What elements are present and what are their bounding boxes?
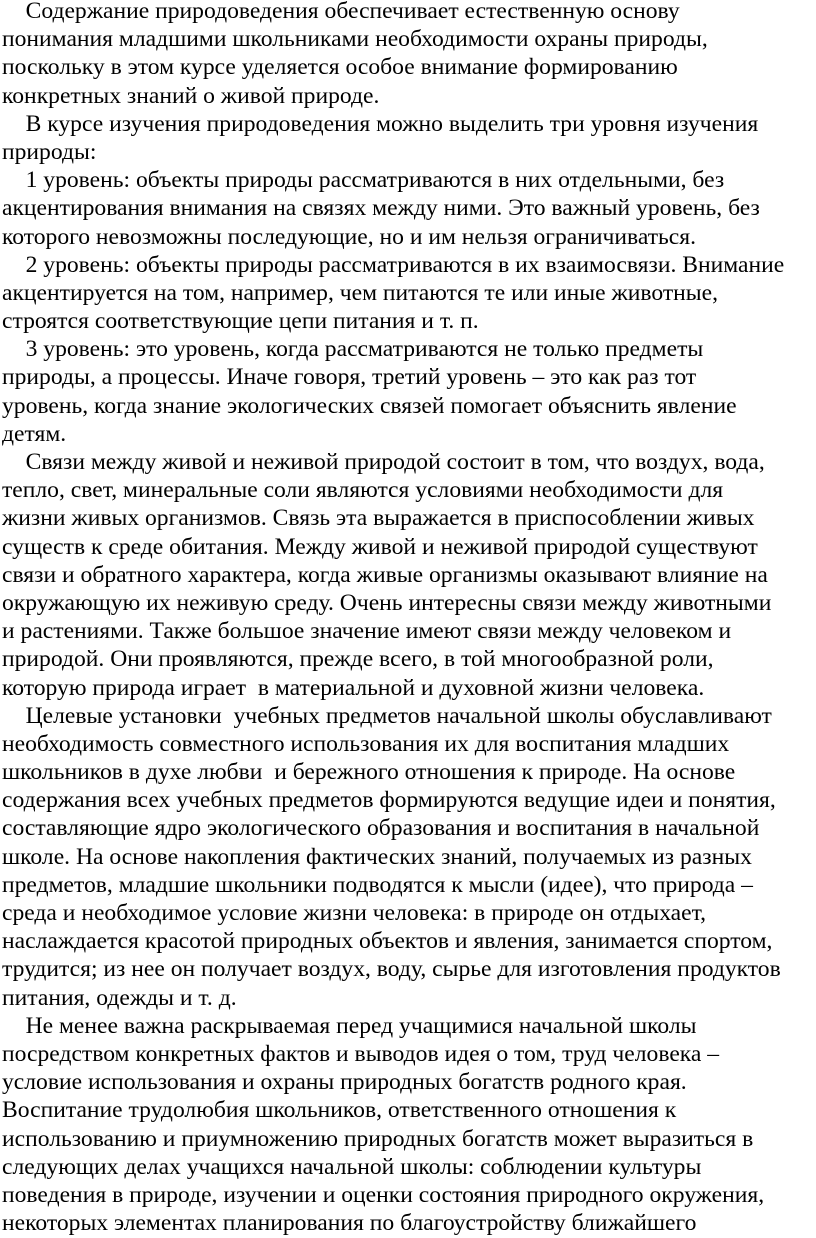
text-line: 2 уровень: объекты природы рассматриваются в их взаимосвязи. Внимание xyxy=(2,251,785,278)
paragraph xyxy=(2,335,808,448)
text-line: посредством конкретных фактов и выводов идея о том, труд человека – xyxy=(2,1040,720,1067)
text-line: Воспитание трудолюбия школьников, ответственного отношения к xyxy=(2,1097,677,1124)
text-line: предметов, младшие школьники подводятся к мысли (идее), что природа – xyxy=(2,871,753,898)
text-line: тепло, свет, минеральные соли являются условиями необходимости для xyxy=(2,477,724,504)
text-line: поскольку в этом курсе уделяется особое внимание формированию xyxy=(2,54,678,81)
text-line: наслаждается красотой природных объектов и явления, занимается спортом, xyxy=(2,928,773,955)
text-line: школьников в духе любви и бережного отношения к природе. На основе xyxy=(2,759,736,786)
paragraph xyxy=(2,448,808,702)
text-line: Связи между живой и неживой природой состоит в том, что воздух, вода, xyxy=(2,449,765,475)
text-line: содержания всех учебных предметов формируются ведущие идеи и понятия, xyxy=(2,787,776,814)
text-line: природой. Они проявляются, прежде всего, в той многообразной роли, xyxy=(2,646,714,673)
text-line: жизни живых организмов. Связь эта выражается в приспособлении живых xyxy=(2,505,755,532)
text-line: детям. xyxy=(2,420,67,447)
text-line: Целевые установки учебных предметов начальной школы обуславливают xyxy=(2,702,772,729)
text-line: природы: xyxy=(2,138,97,165)
text-line: природы, а процессы. Иначе говоря, третий уровень – это как раз тот xyxy=(2,364,697,391)
text-line: следующих делах учащихся начальной школы: соблюдении культуры xyxy=(2,1153,702,1180)
text-line: связи и обратного характера, когда живые организмы оказывают влияние на xyxy=(2,561,768,588)
text-line: понимания младшими школьниками необходимости охраны природы, xyxy=(2,26,708,53)
text-line: существ к среде обитания. Между живой и неживой природой существуют xyxy=(2,533,758,560)
text-line: питания, одежды и т. д. xyxy=(2,984,237,1011)
text-line: окружающую их неживую среду. Очень интересны связи между животными xyxy=(2,589,772,616)
text-line: акцентирования внимания на связях между ними. Это важный уровень, без xyxy=(2,195,760,222)
text-line: конкретных знаний о живой природе. xyxy=(2,82,380,109)
text-line: составляющие ядро экологического образования и воспитания в начальной xyxy=(2,815,760,842)
text-line: трудится; из нее он получает воздух, воду, сырье для изготовления продуктов xyxy=(2,956,781,983)
text-line: которую природа играет в материальной и духовной жизни человека. xyxy=(2,674,705,701)
paragraph xyxy=(2,1012,808,1238)
text-line: В курсе изучения природоведения можно выделить три уровня изучения xyxy=(2,110,759,137)
text-line: школе. На основе накопления фактических знаний, получаемых из разных xyxy=(2,843,752,870)
text-line: и растениями. Также большое значение имеют связи между человеком и xyxy=(2,618,732,645)
text-line: акцентируется на том, например, чем питаются те или иные животные, xyxy=(2,279,719,306)
paragraph xyxy=(2,110,808,166)
text-line: Содержание природоведения обеспечивает естественную основу xyxy=(2,0,680,24)
text-line: необходимость совместного использования их для воспитания младших xyxy=(2,730,730,757)
text-line: которого невозможны последующие, но и им нельзя ограничиваться. xyxy=(2,223,696,250)
text-line: использованию и приумножению природных богатств может выразиться в xyxy=(2,1125,754,1152)
paragraph xyxy=(2,251,808,336)
paragraph xyxy=(2,166,808,251)
document-body xyxy=(2,0,808,1237)
text-line: уровень, когда знание экологических связей помогает объяснить явление xyxy=(2,392,737,419)
paragraph xyxy=(2,0,808,110)
text-line: Не менее важна раскрываемая перед учащимися начальной школы xyxy=(2,1012,697,1039)
text-line: строятся соответствующие цепи питания и т. п. xyxy=(2,308,479,335)
text-line: некоторых элементах планирования по благоустройству ближайшего xyxy=(2,1210,697,1237)
text-line: среда и необходимое условие жизни человека: в природе он отдыхает, xyxy=(2,900,707,926)
text-line: поведения в природе, изучении и оценки состояния природного окружения, xyxy=(2,1181,765,1208)
text-line: 1 уровень: объекты природы рассматриваются в них отдельными, без xyxy=(2,167,725,194)
text-line: 3 уровень: это уровень, когда рассматриваются не только предметы xyxy=(2,336,704,363)
paragraph xyxy=(2,702,808,1012)
text-line: условие использования и охраны природных богатств родного края. xyxy=(2,1069,687,1096)
